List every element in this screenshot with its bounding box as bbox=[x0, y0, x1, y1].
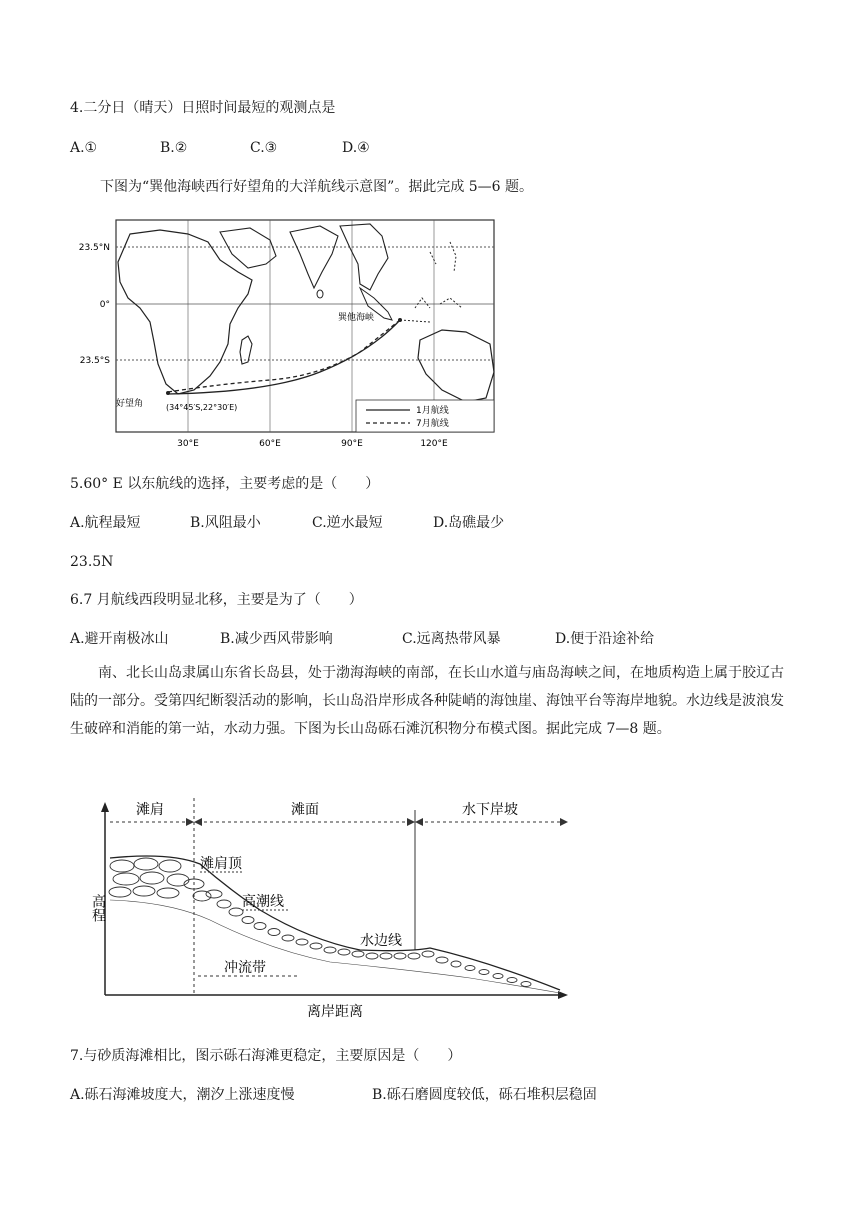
lat-label-0: 0° bbox=[99, 300, 110, 310]
x-axis-label: 离岸距离 bbox=[307, 1004, 363, 1020]
q5-option-b: B.风阻最小 bbox=[190, 515, 261, 531]
swash-zone-label: 冲流带 bbox=[224, 960, 266, 976]
q5-option-d: D.岛礁最少 bbox=[433, 515, 505, 531]
q5-option-a: A.航程最短 bbox=[70, 515, 141, 531]
q4-option-d: D.④ bbox=[342, 140, 370, 156]
java-islands bbox=[400, 242, 462, 322]
july-route bbox=[168, 320, 400, 392]
lon-label-60e: 60°E bbox=[259, 439, 281, 449]
lon-label-90e: 90°E bbox=[341, 439, 363, 449]
x-axis-arrow bbox=[558, 991, 568, 999]
lon-label-120e: 120°E bbox=[420, 439, 448, 449]
india-coastline bbox=[290, 226, 338, 288]
q6-option-a: A.避开南极冰山 bbox=[70, 631, 169, 647]
sri-lanka bbox=[317, 290, 323, 298]
beach-intro-paragraph: 南、北长山岛隶属山东省长岛县，处于渤海海峡的南部，在长山水道与庙岛海峡之间，在地质构造上属于胶辽古陆的一部分。受第四纪断裂活动的影响，长山岛沿岸形成各种陡峭的海蚀崖、海蚀平台等海岸地貌。水边线是波浪发生破碎和消能的第一站，水动力强。下图为长山岛砾石滩沉积物分布模式图。据此完成 7—8 题。 bbox=[70, 665, 784, 737]
zone-berm-label: 滩肩 bbox=[136, 802, 164, 818]
arabia-coastline bbox=[220, 228, 276, 268]
map-intro: 下图为“巽他海峡西行好望角的大洋航线示意图”。据此完成 5—6 题。 bbox=[100, 179, 534, 195]
stray-text: 23.5N bbox=[70, 554, 114, 570]
q4-option-b: B.② bbox=[160, 140, 188, 156]
lon-label-30e: 30°E bbox=[177, 439, 199, 449]
q4-option-a: A.① bbox=[70, 140, 98, 156]
cape-label: 好望角 bbox=[116, 399, 144, 409]
y-axis-label: 高程 bbox=[90, 894, 106, 922]
q4-stem: 4.二分日（晴天）日照时间最短的观测点是 bbox=[70, 100, 336, 116]
route-map bbox=[70, 212, 510, 452]
strait-label: 巽他海峡 bbox=[338, 313, 375, 323]
zone-face-label: 滩面 bbox=[291, 802, 319, 818]
q4-option-c: C.③ bbox=[250, 140, 278, 156]
berm-crest-label: 滩肩顶 bbox=[200, 856, 242, 872]
australia-coastline bbox=[418, 330, 494, 402]
q6-option-c: C.远离热带风暴 bbox=[402, 631, 501, 647]
legend-january: 1月航线 bbox=[416, 406, 449, 416]
cape-coordinate: (34°45′S,22°30′E) bbox=[166, 403, 238, 412]
strait-point bbox=[398, 318, 402, 322]
cape-point bbox=[166, 391, 170, 395]
lat-label-23n: 23.5°N bbox=[78, 243, 110, 253]
waterline-label: 水边线 bbox=[360, 933, 402, 949]
madagascar bbox=[240, 336, 252, 364]
profile-surface bbox=[110, 856, 560, 990]
y-axis-arrow bbox=[101, 802, 109, 812]
gravel-pebbles bbox=[109, 858, 531, 987]
southeast-asia-coastline bbox=[340, 224, 388, 290]
high-tide-line-label: 高潮线 bbox=[242, 894, 284, 910]
q5-stem: 5.60° E 以东航线的选择，主要考虑的是（ ） bbox=[70, 476, 380, 492]
q7-option-b: B.砾石磨圆度较低，砾石堆积层稳固 bbox=[372, 1087, 597, 1103]
beach-profile-diagram bbox=[90, 790, 580, 1030]
q7-option-a: A.砾石海滩坡度大，潮汐上涨速度慢 bbox=[70, 1087, 295, 1103]
legend-july: 7月航线 bbox=[416, 419, 449, 429]
q5-option-c: C.逆水最短 bbox=[312, 515, 383, 531]
zone-slope-label: 水下岸坡 bbox=[462, 802, 518, 818]
q6-option-d: D.便于沿途补给 bbox=[555, 631, 655, 647]
q7-stem: 7.与砂质海滩相比，图示砾石海滩更稳定，主要原因是（ ） bbox=[70, 1048, 462, 1064]
q6-stem: 6.7 月航线西段明显北移，主要是为了（ ） bbox=[70, 592, 363, 608]
lat-label-23s: 23.5°S bbox=[79, 356, 110, 366]
profile-base bbox=[110, 900, 560, 993]
q6-option-b: B.减少西风带影响 bbox=[220, 631, 333, 647]
